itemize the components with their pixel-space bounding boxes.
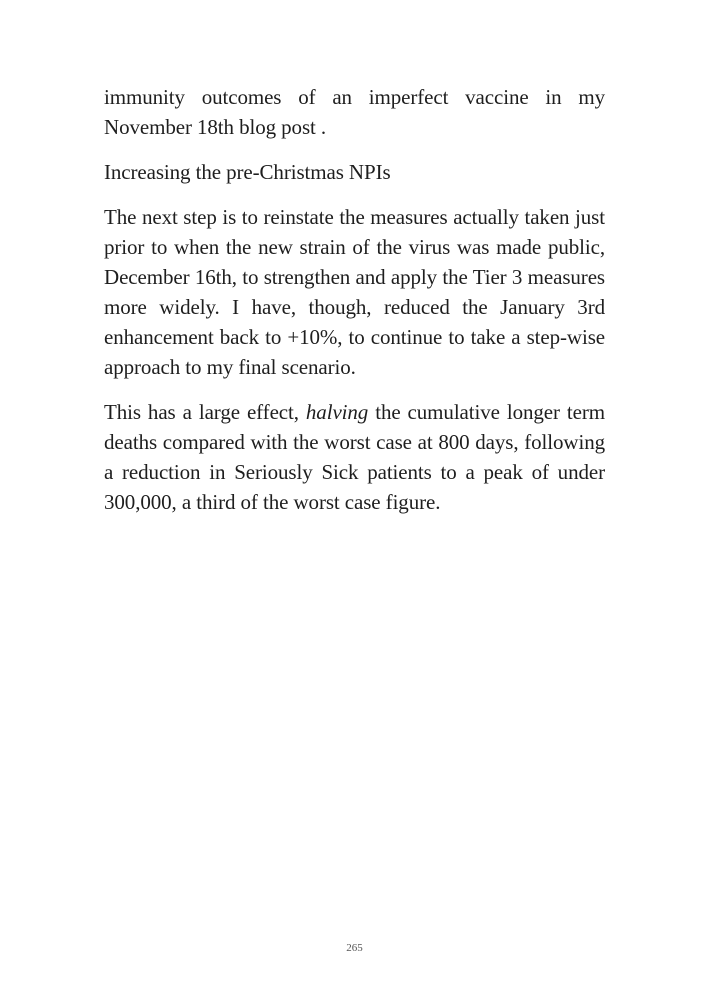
paragraph-large-effect-end: the cumulative longer term deaths compared with the worst case at 800 days, following a reduction in Seriously Sick patients to a peak of under 300,000, a third of the worst case figure. [104, 400, 605, 514]
paragraph-continuation: immunity outcomes of an imperfect vaccine in my November 18th blog post . [104, 85, 605, 139]
page-number: 265 [346, 942, 363, 954]
paragraph-next-step: The next step is to reinstate the measures actually taken just prior to when the new strain of the virus was made public, December 16th, to strengthen and apply the Tier 3 measures more widely. I have, though, reduced the January 3rd enhancement back to +10%, to continue to take a step-wise approach to my final scenario. [104, 205, 605, 379]
page-body [104, 82, 605, 532]
paragraph-large-effect [104, 397, 605, 517]
paragraph-large-effect-start: This has a large effect, [104, 400, 306, 424]
section-heading: Increasing the pre-Christmas NPIs [104, 160, 391, 184]
emphasis-halving: halving [305, 400, 369, 424]
